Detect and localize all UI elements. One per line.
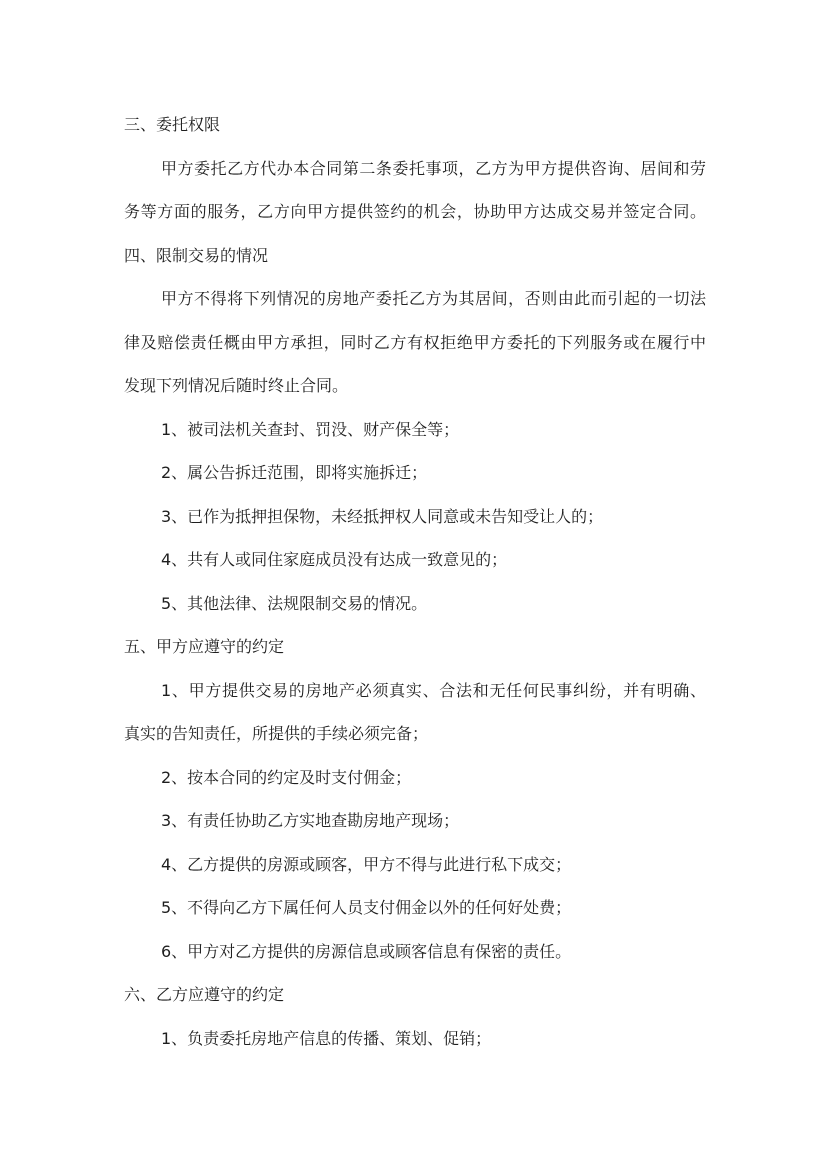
list-item: 4、乙方提供的房源或顾客，甲方不得与此进行私下成交；	[161, 854, 572, 874]
list-item: 2、按本合同的约定及时支付佣金；	[161, 767, 412, 787]
list-item: 3、有责任协助乙方实地查勘房地产现场；	[161, 811, 460, 830]
section-heading-party-a-obligations: 五、甲方应遵守的约定	[124, 637, 285, 656]
list-item: 5、不得向乙方下属任何人员支付佣金以外的任何好处费；	[161, 898, 572, 917]
section-heading-authority: 三、委托权限	[124, 115, 221, 134]
list-item: 6、甲方对乙方提供的房源信息或顾客信息有保密的责任。	[161, 941, 572, 961]
list-item-continuation: 真实的告知责任，所提供的手续必须完备；	[124, 724, 429, 743]
section-heading-restrictions: 四、限制交易的情况	[124, 245, 269, 265]
list-item: 1、被司法机关查封、罚没、财产保全等；	[161, 419, 460, 439]
list-item: 3、已作为抵押担保物，未经抵押权人同意或未告知受让人的；	[161, 506, 604, 526]
paragraph-line: 发现下列情况后随时终止合同。	[124, 376, 349, 395]
list-item: 5、其他法律、法规限制交易的情况。	[161, 593, 428, 613]
document-body	[124, 103, 706, 1060]
list-item: 4、共有人或同住家庭成员没有达成一致意见的；	[161, 550, 508, 569]
paragraph-line: 甲方委托乙方代办本合同第二条委托事项，乙方为甲方提供咨询、居间和劳	[161, 158, 706, 178]
paragraph-line: 务等方面的服务，乙方向甲方提供签约的机会，协助甲方达成交易并签定合同。	[124, 202, 706, 221]
paragraph-line: 甲方不得将下列情况的房地产委托乙方为其居间，否则由此而引起的一切法	[161, 289, 706, 308]
paragraph-line: 律及赔偿责任概由甲方承担，同时乙方有权拒绝甲方委托的下列服务或在履行中	[124, 332, 706, 352]
list-item: 1、负责委托房地产信息的传播、策划、促销；	[161, 1028, 492, 1048]
section-heading-party-b-obligations: 六、乙方应遵守的约定	[124, 985, 285, 1004]
list-item: 2、属公告拆迁范围，即将实施拆迁；	[161, 463, 428, 482]
list-item: 1、甲方提供交易的房地产必须真实、合法和无任何民事纠纷，并有明确、	[161, 680, 706, 700]
